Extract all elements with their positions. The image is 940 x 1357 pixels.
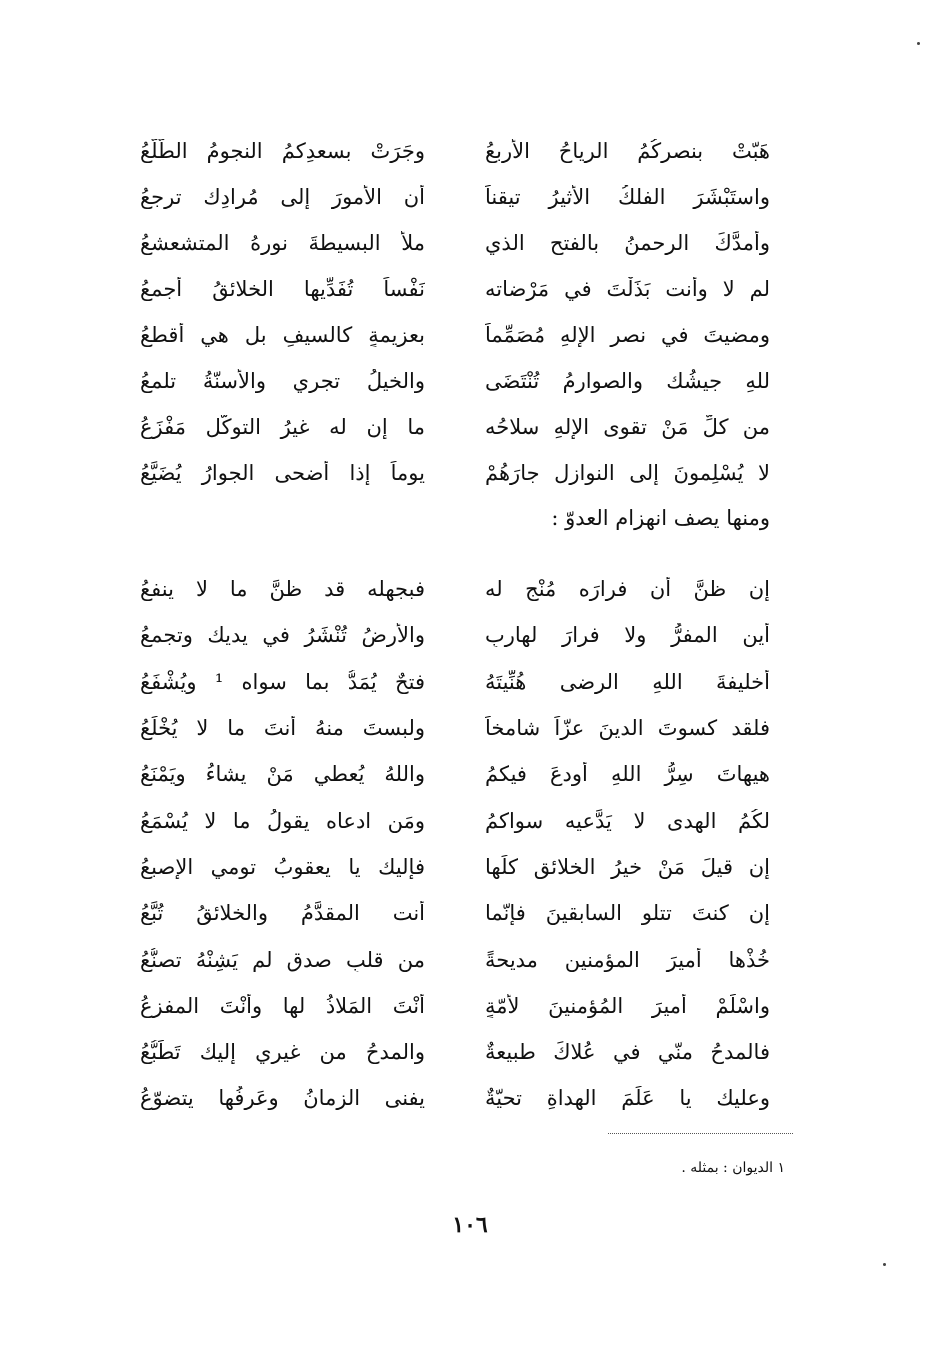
verse-second-hemistich: فبجهله قد ظنَّ ما لا ينفعُ: [140, 577, 425, 602]
verse-row: [140, 844, 770, 890]
verse-row: [140, 358, 770, 404]
verse-second-hemistich: فإليك يا يعقوبُ تومي الإصبعُ: [140, 854, 425, 879]
verse-first-hemistich: إن كنتَ تتلو السابقينَ فإنّما: [485, 901, 770, 926]
verse-second-hemistich: من قلبِ صدقٍ لم يَشِنْهُ تصنُّعُ: [140, 947, 425, 972]
verse-first-hemistich: هيهاتَ سِرُّ اللهِ أودعَ فيكمُ: [485, 762, 770, 787]
verse-second-hemistich: ملأَ البسيطةَ نورهُ المتشعشعُ: [140, 231, 425, 255]
verse-first-hemistich: واستَبْشَرَ الفلكُ الأثيرُ تيقناً: [485, 185, 770, 209]
verse-row: [140, 890, 770, 936]
verse-first-hemistich: إن قيلَ مَنْ خيرُ الخلائقِ كلِّها: [485, 854, 770, 879]
verse-second-hemistich: والخيلُ تجري والأسنّةُ تلمعُ: [140, 369, 425, 393]
speck: [917, 42, 920, 45]
verse-first-hemistich: لم لا وأنت بَذَلْتَ في مَرْضاته: [485, 277, 770, 301]
verse-row: [140, 312, 770, 358]
verse-second-hemistich: أنت المقدَّمُ والخلائقُ تُبَّعُ: [140, 901, 425, 926]
verse-row: [140, 612, 770, 658]
verse-row: [140, 128, 770, 174]
verse-row: [140, 936, 770, 982]
verse-second-hemistich: فتحٌ يُمَدُّ بما سواه ¹ ويُشْفَعُ: [140, 669, 425, 694]
verse-first-hemistich: ومضيتَ في نصرِ الإلهِ مُصَمِّماً: [485, 323, 770, 347]
verse-first-hemistich: للهِ جيشُك والصوارمُ تُنْتَضَى: [485, 369, 770, 393]
verse-row: [140, 174, 770, 220]
verse-row: [140, 404, 770, 450]
verse-row: [140, 983, 770, 1029]
verse-row: [140, 266, 770, 312]
page-number: ١٠٦: [452, 1212, 488, 1238]
verse-second-hemistich: والأرضُ تُنْشَرُ في يديك وتجمعُ: [140, 623, 425, 648]
verse-first-hemistich: واسْلَمْ أميرَ المُؤمنينَ لأمّةٍ: [485, 993, 770, 1018]
verse-row: [140, 797, 770, 843]
verse-first-hemistich: إن ظنَّ أن فرارَه مُنْجٍ له: [485, 577, 770, 602]
section-intro-line: ومنها يصف انهزام العدوّ :: [551, 506, 770, 530]
verse-first-hemistich: من كلِّ مَنْ تقوى الإلهِ سلاحُه: [485, 415, 770, 439]
verse-second-hemistich: واللهُ يُعطي مَنْ يشاءُ ويَمْنَعُ: [140, 762, 425, 787]
verse-row: [140, 220, 770, 266]
verse-row: [140, 705, 770, 751]
verse-second-hemistich: يفنى الزمانُ وعَرفُها يتضوّعُ: [140, 1086, 425, 1111]
verse-first-hemistich: أخليفةَ اللهِ الرضى هُنِّيتَهُ: [485, 669, 770, 694]
verse-first-hemistich: فلقد كسوتَ الدينَ عزّاً شامخاً: [485, 716, 770, 741]
verse-second-hemistich: بعزيمةٍ كالسيفِ بل هي أقطعُ: [140, 323, 425, 347]
verse-second-hemistich: يوماً إذا أضحى الجوارُ يُضَيَّعُ: [140, 461, 425, 485]
verse-first-hemistich: لا يُسْلِمونَ إلى النوازلِ جارَهُمْ: [485, 461, 770, 485]
verse-first-hemistich: أين المفرُّ ولا فرارَ لهاربٍ: [485, 623, 770, 648]
verse-first-hemistich: وأمدَّكَ الرحمنُ بالفتحِ الذي: [485, 231, 770, 255]
verse-row: [140, 450, 770, 496]
verse-second-hemistich: ما إن له غيرُ التوكّلِ مَفْزَعُ: [140, 415, 425, 439]
verse-second-hemistich: والمدحُ من غيري إليك تَطَبُّعُ: [140, 1040, 425, 1065]
speck: [883, 1263, 886, 1266]
verse-second-hemistich: ومَنِ ادعاه يقولُ ما لا يُسْمَعُ: [140, 808, 425, 833]
verse-first-hemistich: وعليك يا عَلَمَ الهداةِ تحيّةٌ: [485, 1086, 770, 1111]
footnote: ١ الديوان : بمثله .: [681, 1160, 785, 1176]
verse-second-hemistich: أن الأمورَ إلى مُرادِك ترجعُ: [140, 185, 425, 209]
poem-section-1: [140, 128, 770, 496]
verse-row: [140, 659, 770, 705]
verse-first-hemistich: فالمدحُ منّي في عُلاكَ طبيعةٌ: [485, 1040, 770, 1065]
verse-row: [140, 566, 770, 612]
poem-section-2: [140, 566, 770, 1122]
verse-second-hemistich: ولبستَ منهُ أنتَ ما لا يُخْلَعُ: [140, 716, 425, 741]
verse-second-hemistich: وجَرَتْ بسعدِكمُ النجومُ الطُّلَّعُ: [140, 139, 425, 163]
verse-first-hemistich: خُذْها أميرَ المؤمنين مديحةً: [485, 947, 770, 972]
verse-first-hemistich: لكُمُ الهدى لا يَدَّعيه سواكمُ: [485, 808, 770, 833]
verse-second-hemistich: أنْتَ المَلاذُ لها وأنْتَ المفزعُ: [140, 993, 425, 1018]
verse-row: [140, 751, 770, 797]
verse-row: [140, 1075, 770, 1121]
verse-first-hemistich: هَبّتْ بنصرِكُمُ الرياحُ الأربعُ: [485, 139, 770, 163]
footnote-separator: [608, 1133, 793, 1134]
verse-row: [140, 1029, 770, 1075]
verse-second-hemistich: نَفْساً تُفَدِّيها الخلائقُ أجمعُ: [140, 277, 425, 301]
